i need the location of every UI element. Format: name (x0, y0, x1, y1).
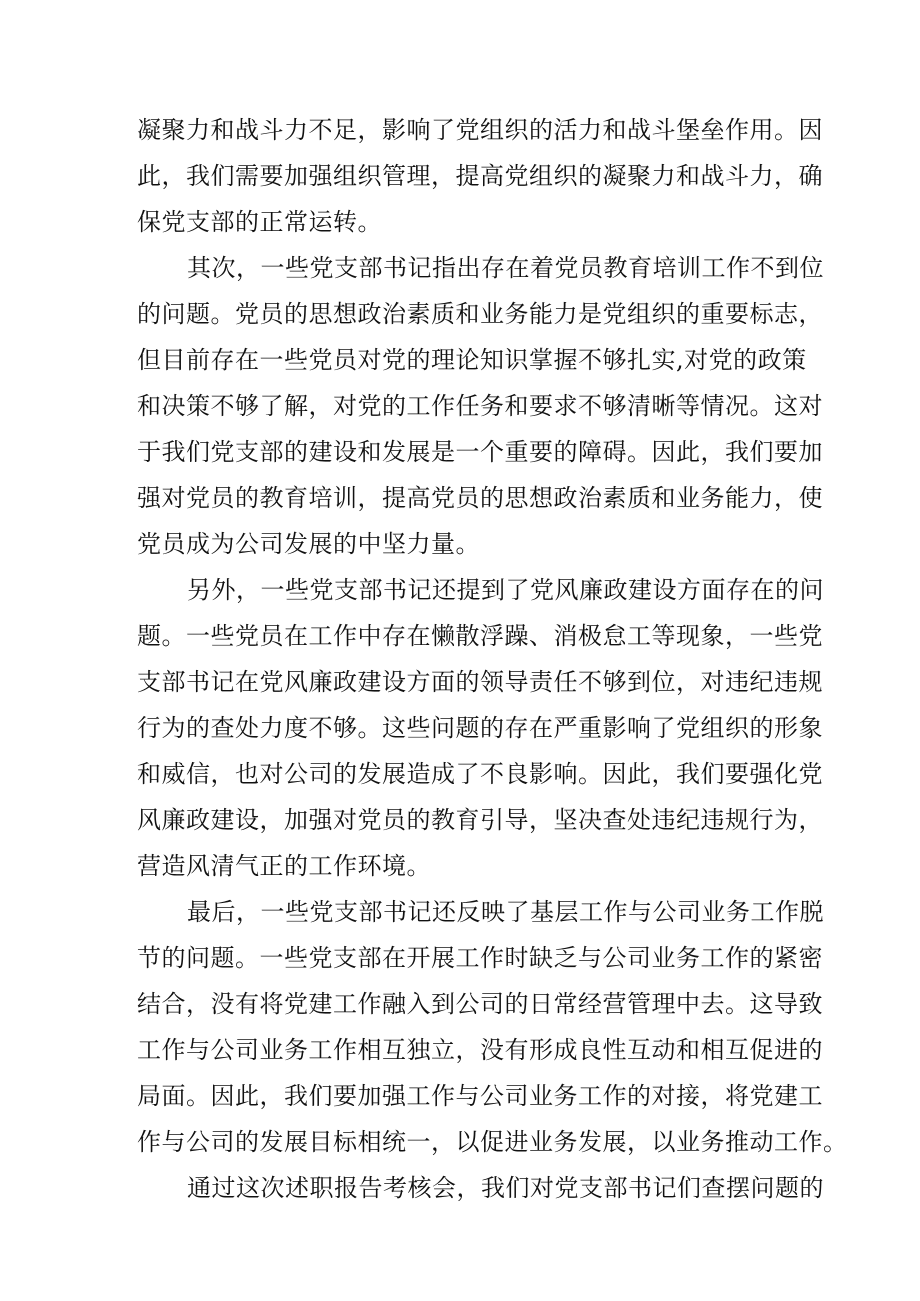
text-line: 于我们党支部的建设和发展是一个重要的障碍。因此，我们要加 (137, 438, 823, 466)
text-line: 保党支部的正常运转。 (137, 208, 382, 236)
text-line: 局面。因此，我们要加强工作与公司业务工作的对接，将党建工 (137, 1082, 823, 1110)
text-line: 行为的查处力度不够。这些问题的存在严重影响了党组织的形象 (137, 714, 823, 742)
text-line: 凝聚力和战斗力不足，影响了党组织的活力和战斗堡垒作用。因 (137, 116, 823, 144)
text-line: 强对党员的教育培训，提高党员的思想政治素质和业务能力，使 (137, 484, 823, 512)
text-line: 作与公司的发展目标相统一，以促进业务发展，以业务推动工作。 (137, 1128, 848, 1156)
text-line: 风廉政建设，加强对党员的教育引导，坚决查处违纪违规行为， (137, 806, 823, 834)
text-line: 和威信，也对公司的发展造成了不良影响。因此，我们要强化党 (137, 760, 823, 788)
text-line: 但目前存在一些党员对党的理论知识掌握不够扎实,对党的政策 (137, 346, 807, 374)
text-line: 营造风清气正的工作环境。 (137, 852, 431, 880)
text-line: 最后，一些党支部书记还反映了基层工作与公司业务工作脱 (187, 898, 824, 926)
text-line: 节的问题。一些党支部在开展工作时缺乏与公司业务工作的紧密 (137, 944, 823, 972)
text-line: 党员成为公司发展的中坚力量。 (137, 530, 480, 558)
text-line: 其次，一些党支部书记指出存在着党员教育培训工作不到位 (187, 254, 824, 282)
text-line: 结合，没有将党建工作融入到公司的日常经营管理中去。这导致 (137, 990, 823, 1018)
text-line: 的问题。党员的思想政治素质和业务能力是党组织的重要标志， (137, 300, 823, 328)
text-line: 此，我们需要加强组织管理，提高党组织的凝聚力和战斗力，确 (137, 162, 823, 190)
text-line: 支部书记在党风廉政建设方面的领导责任不够到位，对违纪违规 (137, 668, 823, 696)
text-line: 和决策不够了解，对党的工作任务和要求不够清晰等情况。这对 (137, 392, 823, 420)
text-line: 题。一些党员在工作中存在懒散浮躁、消极怠工等现象，一些党 (137, 622, 823, 650)
text-line: 另外，一些党支部书记还提到了党风廉政建设方面存在的问 (187, 576, 824, 604)
text-line: 通过这次述职报告考核会，我们对党支部书记们查摆问题的 (187, 1174, 824, 1202)
text-line: 工作与公司业务工作相互独立，没有形成良性互动和相互促进的 (137, 1036, 823, 1064)
